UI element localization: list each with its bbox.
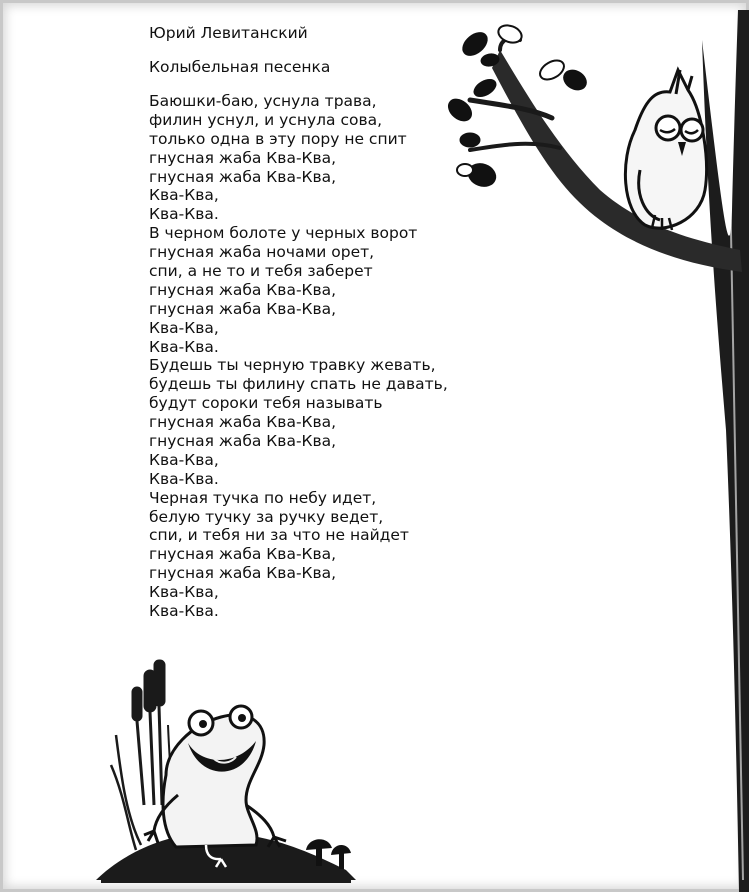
poem-line: только одна в эту пору не спит <box>149 129 407 148</box>
poem-line: Ква-Ква. <box>149 602 219 621</box>
poem-line: гнусная жаба Ква-Ква, <box>149 432 337 451</box>
poem-line: гнусная жаба Ква-Ква, <box>149 413 337 432</box>
poem-line: гнусная жаба Ква-Ква, <box>149 564 337 583</box>
poem-line: гнусная жаба Ква-Ква, <box>149 148 337 167</box>
owl-figure <box>625 70 706 230</box>
poem-line: спи, и тебя ни за что не найдет <box>149 526 409 545</box>
poem-line: гнусная жаба Ква-Ква, <box>149 545 337 564</box>
poem-line: Ква-Ква, <box>149 186 219 205</box>
poem-line: Ква-Ква. <box>149 205 219 224</box>
poem-line: Будешь ты черную травку жевать, <box>149 356 436 375</box>
poem-line: гнусная жаба Ква-Ква, <box>149 280 337 299</box>
poem-title: Колыбельная песенка <box>149 58 331 76</box>
poem-line: Ква-Ква, <box>149 583 219 602</box>
poem-line: будут сороки тебя называть <box>149 394 383 413</box>
poem-line: гнусная жаба Ква-Ква, <box>149 167 337 186</box>
poem-text-block <box>149 24 479 621</box>
poem-line: Черная тучка по небу идет, <box>149 488 377 507</box>
poem-line: В черном болоте у черных ворот <box>149 224 418 243</box>
poem-line: Баюшки-баю, уснула трава, <box>149 92 377 110</box>
poem-lines <box>149 92 479 621</box>
poem-line: гнусная жаба ночами орет, <box>149 243 375 262</box>
poem-line: спи, а не то и тебя заберет <box>149 262 373 281</box>
poem-line: Ква-Ква, <box>149 318 219 337</box>
poem-line: филин уснул, и уснула сова, <box>149 110 383 129</box>
poem-line: Ква-Ква, <box>149 450 219 469</box>
owl-tree-illustration <box>440 10 749 892</box>
poem-line: белую тучку за ручку ведет, <box>149 507 384 526</box>
poem-line: Ква-Ква. <box>149 337 219 356</box>
toad-illustration <box>96 655 356 885</box>
author-name: Юрий Левитанский <box>149 24 308 42</box>
poem-line: Ква-Ква. <box>149 469 219 488</box>
poem-line: гнусная жаба Ква-Ква, <box>149 299 337 318</box>
poem-line: будешь ты филину спать не давать, <box>149 375 448 394</box>
